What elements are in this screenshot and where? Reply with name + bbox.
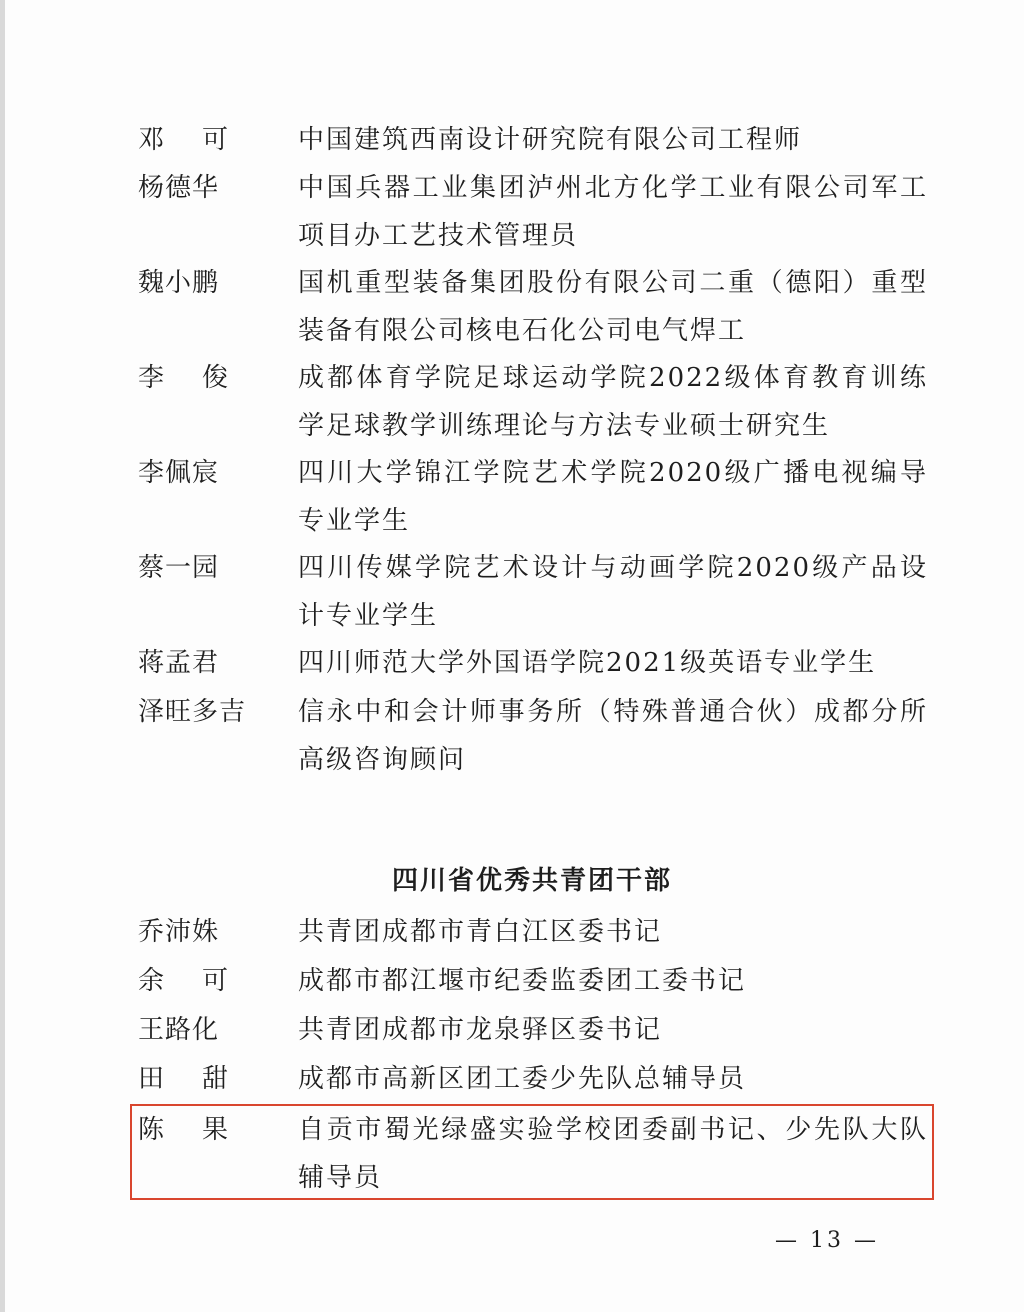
person-description: 共青团成都市龙泉驿区委书记 <box>298 1015 663 1045</box>
person-description: 自贡市蜀光绿盛实验学校团委副书记、少先队大队辅导员 <box>298 1115 928 1193</box>
section-title: 四川省优秀共青团干部 <box>391 866 672 896</box>
person-description: 成都市都江堰市纪委监委团工委书记 <box>298 966 747 996</box>
page-edge-shadow <box>0 0 5 1312</box>
person-description: 中国兵器工业集团泸州北方化学工业有限公司军工项目办工艺技术管理员 <box>298 173 928 251</box>
person-name: 蔡一园 <box>138 553 220 583</box>
highlight-box <box>130 1104 934 1200</box>
person-name: 魏小鹏 <box>138 268 220 298</box>
person-description: 共青团成都市青白江区委书记 <box>298 917 663 947</box>
person-name: 李佩宸 <box>138 458 220 488</box>
person-description: 四川传媒学院艺术设计与动画学院2020级产品设计专业学生 <box>298 553 928 631</box>
person-description: 四川师范大学外国语学院2021级英语专业学生 <box>298 648 877 678</box>
person-description: 四川大学锦江学院艺术学院2020级广播电视编导专业学生 <box>298 458 928 536</box>
page-number: — 13 — <box>775 1228 879 1253</box>
person-description: 中国建筑西南设计研究院有限公司工程师 <box>298 125 803 155</box>
person-name: 王路化 <box>138 1015 220 1045</box>
person-description: 成都市高新区团工委少先队总辅导员 <box>298 1064 747 1094</box>
person-description: 信永中和会计师事务所（特殊普通合伙）成都分所高级咨询顾问 <box>298 697 928 775</box>
person-name: 田 甜 <box>138 1064 230 1094</box>
person-description: 国机重型装备集团股份有限公司二重（德阳）重型装备有限公司核电石化公司电气焊工 <box>298 268 928 346</box>
person-name: 余 可 <box>138 966 230 996</box>
person-name: 杨德华 <box>138 173 220 203</box>
person-name: 陈 果 <box>138 1115 230 1145</box>
person-name: 蒋孟君 <box>138 648 220 678</box>
person-name: 邓 可 <box>138 125 230 155</box>
person-description: 成都体育学院足球运动学院2022级体育教育训练学足球教学训练理论与方法专业硕士研究生 <box>298 363 928 441</box>
person-name: 李 俊 <box>138 363 230 393</box>
person-name: 乔沛姝 <box>138 917 220 947</box>
person-name: 泽旺多吉 <box>138 697 247 727</box>
